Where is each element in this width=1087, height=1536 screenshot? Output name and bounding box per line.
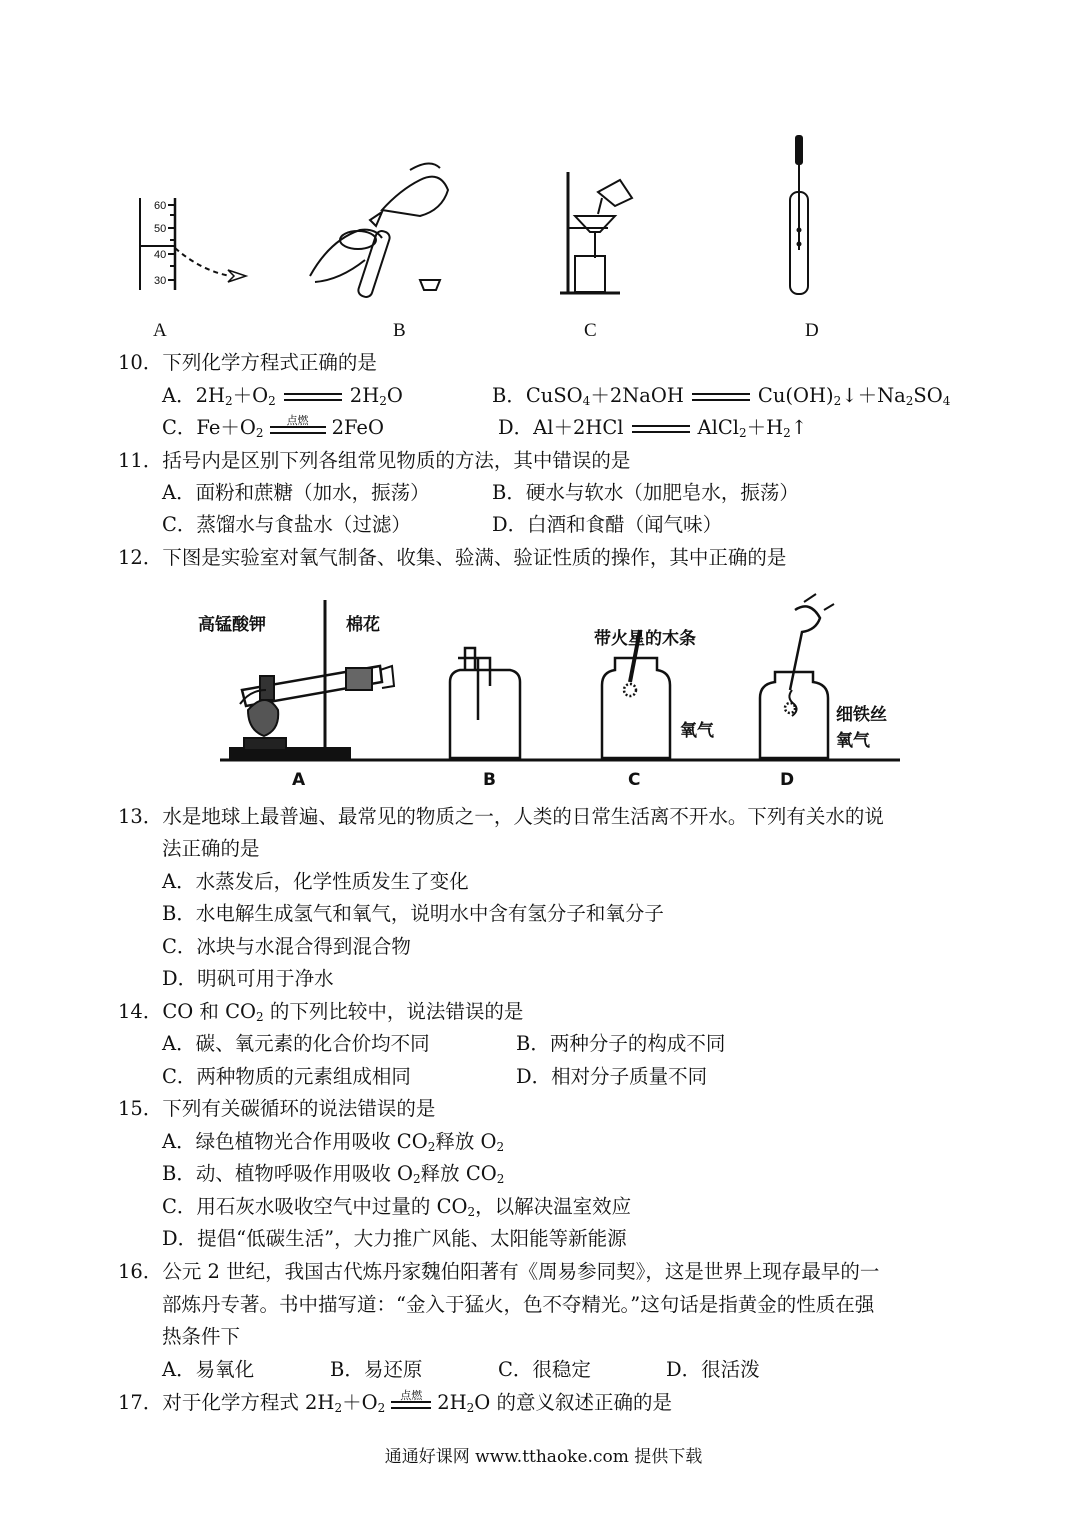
q11-option-c: C．蒸馏水与食盐水（过滤） bbox=[162, 513, 411, 536]
q16-stem-line1: 16．公元 2 世纪，我国古代炼丹家魏伯阳著有《周易参同契》，这是世界上现存最早的一 bbox=[118, 1260, 880, 1283]
q10-option-d: D．Al＋2HCl $AlCl_2+H_2↑$ bbox=[498, 416, 808, 440]
q11-option-b: B．硬水与软水（加肥皂水，振荡） bbox=[492, 481, 799, 504]
fig1-scale-60: 60 bbox=[154, 200, 167, 212]
q10-stem: 10．下列化学方程式正确的是 bbox=[118, 351, 377, 374]
ignition-equals-sign: 点燃 bbox=[391, 1389, 431, 1413]
q14-option-d: D．相对分子质量不同 bbox=[516, 1065, 708, 1088]
q14-option-a: A．碳、氧元素的化合价均不同 bbox=[162, 1032, 430, 1055]
fig2-annotation-oxygen-d: 氧气 bbox=[836, 731, 870, 751]
q16-stem-line3: 热条件下 bbox=[162, 1325, 241, 1348]
fig2-annotation-oxygen-c: 氧气 bbox=[680, 721, 714, 741]
q15-option-b: B．动、植物呼吸作用吸收 $O_2$释放 $CO_2$ bbox=[162, 1162, 505, 1186]
fig2-label-b: B bbox=[483, 770, 496, 790]
fig2-d-iron-wire-combustion bbox=[760, 594, 834, 758]
q14-option-b: B．两种分子的构成不同 bbox=[516, 1032, 726, 1055]
fig2-annotation-glowing-splint: 带火星的木条 bbox=[594, 629, 696, 649]
fig1-c-filtration bbox=[560, 172, 632, 293]
q11-stem: 11．括号内是区别下列各组常见物质的方法，其中错误的是 bbox=[118, 449, 631, 472]
fig2-label-d: D bbox=[780, 770, 795, 790]
q10-option-c: C．$Fe+O_2$ 点燃 2FeO bbox=[162, 414, 384, 440]
q14-stem: 14．CO 和 $CO_2$ 的下列比较中，说法错误的是 bbox=[118, 1000, 524, 1024]
q13-stem-line2: 法正确的是 bbox=[162, 837, 260, 860]
q15-stem: 15．下列有关碳循环的说法错误的是 bbox=[118, 1097, 436, 1120]
page-footer: 通通好课网 www.tthaoke.com 提供下载 bbox=[384, 1447, 703, 1467]
fig1-d-test-tube-dropper bbox=[790, 136, 808, 294]
q10-option-b: B．CuSO$_4$＋2NaOH $Cu(OH)_2↓+Na_2SO_4$ bbox=[492, 384, 951, 408]
equals-sign bbox=[632, 418, 690, 438]
fig1-label-d: D bbox=[805, 320, 819, 341]
oxygen-experiments-drawing bbox=[220, 590, 900, 770]
q16-option-b: B．易还原 bbox=[330, 1358, 423, 1381]
q16-option-d: D．很活泼 bbox=[666, 1358, 760, 1381]
figure-oxygen-experiments bbox=[220, 590, 900, 770]
q13-option-c: C．冰块与水混合得到混合物 bbox=[162, 935, 411, 958]
ignition-equals-sign: 点燃 bbox=[270, 414, 326, 438]
fig2-annotation-cotton: 棉花 bbox=[346, 615, 380, 635]
q17-stem: 17．对于化学方程式 $2H_2+O_2$ 点燃 $2H_2O$ 的意义叙述正确的是 bbox=[118, 1389, 672, 1415]
fig2-annotation-iron-wire: 细铁丝 bbox=[836, 705, 887, 725]
fig2-b-collecting-bottle bbox=[450, 648, 520, 758]
figure-lab-operations bbox=[120, 130, 860, 345]
lab-operations-drawing bbox=[120, 130, 860, 345]
fig2-label-a: A bbox=[292, 770, 306, 790]
q10-option-a: A．$2H_2+O_2$ $2H_2O$ bbox=[162, 384, 403, 408]
q12-stem: 12．下图是实验室对氧气制备、收集、验满、验证性质的操作，其中正确的是 bbox=[118, 546, 787, 569]
q13-option-d: D．明矾可用于净水 bbox=[162, 967, 334, 990]
q11-option-a: A．面粉和蔗糖（加水，振荡） bbox=[162, 481, 430, 504]
fig1-label-b: B bbox=[393, 320, 406, 341]
q11-option-d: D．白酒和食醋（闻气味） bbox=[492, 513, 723, 536]
q13-option-a: A．水蒸发后，化学性质发生了变化 bbox=[162, 870, 469, 893]
q16-option-a: A．易氧化 bbox=[162, 1358, 255, 1381]
equals-sign bbox=[284, 386, 342, 406]
fig2-annotation-kmno4: 高锰酸钾 bbox=[198, 615, 266, 635]
q15-option-d: D．提倡“低碳生活”，大力推广风能、太阳能等新能源 bbox=[162, 1227, 627, 1250]
fig1-b-test-tube-hand bbox=[310, 163, 448, 298]
q14-option-c: C．两种物质的元素组成相同 bbox=[162, 1065, 411, 1088]
q16-option-c: C．很稳定 bbox=[498, 1358, 591, 1381]
fig1-scale-30: 30 bbox=[154, 275, 167, 287]
fig1-label-a: A bbox=[153, 320, 167, 341]
q13-option-b: B．水电解生成氢气和氧气，说明水中含有氢分子和氧分子 bbox=[162, 902, 664, 925]
q15-option-c: C．用石灰水吸收空气中过量的 $CO_2$，以解决温室效应 bbox=[162, 1195, 632, 1219]
q15-option-a: A．绿色植物光合作用吸收 $CO_2$释放 $O_2$ bbox=[162, 1130, 505, 1154]
fig2-label-c: C bbox=[628, 770, 641, 790]
fig1-scale-50: 50 bbox=[154, 223, 167, 235]
q13-stem-line1: 13．水是地球上最普遍、最常见的物质之一，人类的日常生活离不开水。下列有关水的说 bbox=[118, 805, 884, 828]
fig1-scale-40: 40 bbox=[154, 249, 167, 261]
q16-stem-line2: 部炼丹专著。书中描写道：“金入于猛火，色不夺精光。”这句话是指黄金的性质在强 bbox=[162, 1293, 875, 1316]
equals-sign bbox=[692, 386, 750, 406]
fig2-c-splint-test bbox=[602, 630, 670, 758]
fig1-label-c: C bbox=[584, 320, 597, 341]
